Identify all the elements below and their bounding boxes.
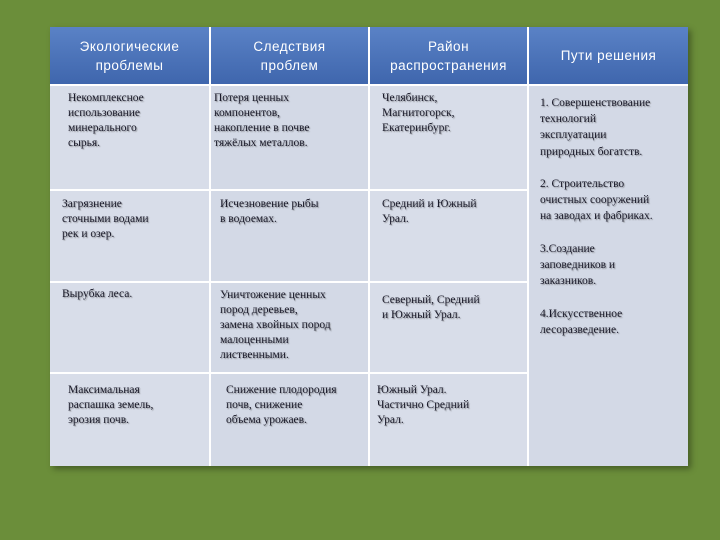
row-divider [50, 189, 527, 191]
row3-region: Северный, Средний и Южный Урал. [382, 294, 480, 321]
header-problems: Экологические проблемы [50, 27, 209, 84]
row-divider [50, 281, 527, 283]
row2-problem: Загрязнение сточными водами рек и озер. [62, 198, 149, 240]
row2-consequence: Исчезновение рыбы в водоемах. [220, 198, 319, 225]
column-divider [527, 27, 529, 466]
row4-region: Южный Урал. Частично Средний Урал. [377, 384, 470, 426]
row1-region: Челябинск, Магнитогорск, Екатеринбург. [382, 92, 455, 134]
row1-consequence: Потеря ценных компонентов, накопление в почве тяжёлых металлов. [214, 92, 310, 149]
row3-consequence: Уничтожение ценных пород деревьев, замена хвойных пород малоценными лиственными. [220, 289, 331, 361]
row3-problem: Вырубка леса. [62, 288, 133, 300]
column-divider [209, 27, 211, 466]
row2-region: Средний и Южный Урал. [382, 198, 477, 225]
header-consequences: Следствия проблем [211, 27, 368, 84]
header-region: Район распространения [370, 27, 527, 84]
column-divider [368, 27, 370, 466]
solutions: 1. Совершенствование технологий эксплуатации природных богатств. 2. Строительство очистных сооружений на заводах и фабриках. 3.Создание заповедников и заказников. 4.Искусственное лесоразведение. [540, 97, 653, 336]
header-solutions: Пути решения [529, 27, 688, 84]
row1-problem: Некомплексное использование минерального сырья. [68, 92, 144, 149]
row4-problem: Максимальная распашка земель, эрозия почв. [68, 384, 154, 426]
header-divider [50, 84, 688, 86]
row4-consequence: Снижение плодородия почв, снижение объема урожаев. [226, 384, 337, 426]
table [50, 27, 688, 466]
row-divider [50, 372, 527, 374]
